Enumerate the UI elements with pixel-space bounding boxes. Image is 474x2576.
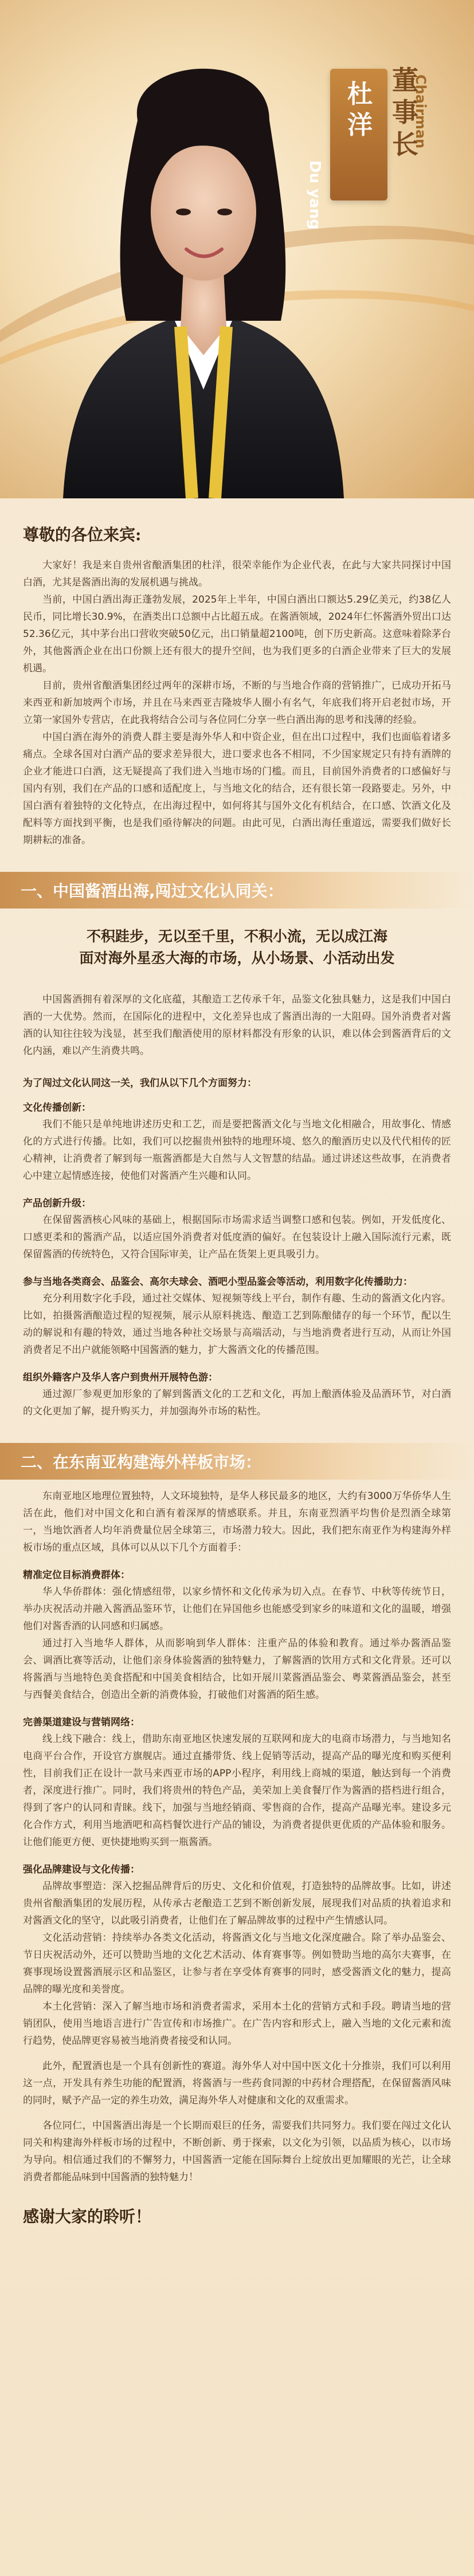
intro-paragraph: 目前，贵州省酿酒集团经过两年的深耕市场，不断的与当地合作商的营销推广，已成功开拓马来西亚和新加坡两个市场，并且在马来西亚吉隆坡华人圈小有名气，年底我们将开启老挝市场，开立第一家国外专营店，在此我将结合公司与各位同仁分享一些白酒出海的思考和浅薄的经验。 — [23, 680, 451, 726]
slogan-line: 面对海外星丞大海的市场，从小场景、小活动出发 — [79, 950, 395, 966]
section-2-heading — [0, 1443, 474, 1480]
section-1-title: 一、中国酱酒出海,闯过文化认同关： — [21, 882, 284, 900]
item-heading: 完善渠道建设与营销网络： — [23, 1717, 140, 1728]
closing-paragraph: 各位同仁，中国酱酒出海是一个长期而艰巨的任务，需要我们共同努力。我们要在闯过文化认同关和构建海外样板市场的过程中，不断创新、勇于探索，以文化为引领，以品质为核心，以市场为导向。相信通过我们的不懈努力，中国酱酒一定能在国际舞台上绽放出更加耀眼的光芒，让全球消费者都能品味到中国酱酒的独特魅力！ — [23, 2120, 451, 2183]
thanks-line: 感谢大家的聆听！ — [23, 2207, 152, 2226]
section-2-paragraph: 东南亚地区地理位置独特，人文环境独特，是华人移民最多的地区，大约有3000万华侨华人生活在此，他们对中国文化和白酒有着深厚的情感联系。并且，东南亚烈酒平均售价是烈酒全球第一，当地饮酒者人均年消费量位居全球第三，市场潜力较大。因此，我们把东南亚作为构建海外样板市场的重点区域，具体可以从以下几个方面着手： — [23, 1490, 451, 1554]
name-english: Du yang — [306, 160, 323, 230]
title-english: Chairman — [413, 74, 429, 149]
section-2-title: 二、在东南亚构建海外样板市场： — [21, 1453, 262, 1472]
item-text: 充分利用数字化手段，通过社交媒体、短视频等线上平台，制作有趣、生动的酱酒文化内容。比如，拍摄酱酒酿造过程的短视频，展示从原料挑选、酿造工艺到陈酿储存的每一个环节，配以生动的解说和有趣的特效，通过当地各种社交场景与高端活动，与当地消费者进行互动，从而让外国消费者足不出户就能领略中国酱酒的魅力，扩大酱酒文化的传播范围。 — [23, 1293, 451, 1356]
slogan-line: 不积跬步，无以至千里，不积小流，无以成江海 — [86, 928, 387, 945]
section-1-question: 为了闯过文化认同这一关，我们从以下几个方面努力： — [23, 1077, 257, 1089]
item-text: 通过打入当地华人群体，从而影响到华人群体：注重产品的体验和教育。通过举办酱酒品鉴会、调酒比赛等活动，让他们亲身体验酱酒的独特魅力，了解酱酒的饮用方式和文化背景。还可以将酱酒与当地特色美食搭配和中国美食相结合，比如开展川菜酱酒品鉴会、粤菜酱酒品鉴会，甚至与西餐美食结合，创造出全新的消费体验，打破他们对酱酒的陌生感。 — [23, 1638, 451, 1701]
item-heading: 参与当地各类商会、品鉴会、高尔夫球会、酒吧小型品鉴会等活动，利用数字化传播助力： — [23, 1276, 413, 1288]
intro-paragraph: 中国白酒在海外的消费人群主要是海外华人和中资企业，但在出口过程中，我们也面临着诸多痛点。全球各国对白酒产品的要求差异很大，进口要求也各不相同，不少国家规定只有持有酒牌的企业才能进口白酒，这无疑提高了我们进入当地市场的门槛。而且，目前国外消费者的口感偏好与国内有别，我们在产品的口感和适配度上，与当地文化的结合，还有很长第一段路要走。另外，中国白酒有着独特的文化特点，在出海过程中，如何将其与国外文化有机结合，在口感、饮酒文化及配料等方面找到平衡，也是我们亟待解决的问题。由此可见，白酒出海任重道远，需要我们做好长期耕耘的准备。 — [23, 731, 451, 846]
item-text: 品牌故事塑造：深入挖掘品牌背后的历史、文化和价值观，打造独特的品牌故事。比如，讲述贵州省酿酒集团的发展历程，从传承古老酿造工艺到不断创新发展，展现我们对品质的执着追求和对酱酒文化的坚守，以此吸引消费者，让他们在了解品牌故事的过程中产生情感认同。 — [23, 1881, 451, 1926]
closing-paragraph: 此外，配置酒也是一个具有创新性的赛道。海外华人对中国中医文化十分推崇，我们可以利用这一点，开发具有养生功能的配置酒，将酱酒与一些药食同源的中药材合理搭配，在保留酱酒风味的同时，赋予产品一定的养生功效，满足海外华人对健康和文化的双重需求。 — [23, 2060, 451, 2106]
nameplate — [306, 65, 439, 230]
item-heading: 组织外籍客户及华人客户到贵州开展特色游： — [23, 1372, 218, 1383]
item-text: 通过源厂参观更加形象的了解到酱酒文化的工艺和文化，再加上酿酒体验及品酒环节，对白酒的文化更加了解，提升购买力，并加强海外市场的粘性。 — [23, 1389, 451, 1417]
greeting: 尊敬的各位来宾: — [23, 525, 142, 544]
item-heading: 精准定位目标消费群体： — [23, 1570, 130, 1581]
item-text: 本土化营销：深入了解当地市场和消费者需求，采用本土化的营销方式和手段。聘请当地的营销团队，使用当地语言进行广告宣传和市场推广。在广告内容和形式上，融入当地的文化元素和流行趋势，使品牌更容易被当地消费者接受和认同。 — [23, 2001, 451, 2047]
item-text: 线上线下融合：线上，借助东南亚地区快速发展的互联网和庞大的电商市场潜力，与当地知名电商平台合作，开设官方旗舰店。通过直播带货、线上促销等活动，提高产品的曝光度和购买便利性，目前我们正在设计一款马来西亚市场的APP小程序，利用线上商城的渠道，触达到每一个消费者，深度进行推广。同时，我们将贵州的特色产品，美荣加上美食餐厅作为酱酒的搭档进行组合，得到了客户的认同和青睐。线下，加强与当地经销商、零售商的合作，提高产品曝光率。建设多元化合作方式，利用当地酒吧和高档餐饮进行产品的铺设，为消费者提供更优质的产品体验和服务。让他们能更方便、更快捷地购买到一瓶酱酒。 — [23, 1733, 451, 1848]
section-1-paragraph: 中国酱酒拥有着深厚的文化底蕴，其酿造工艺传承千年，品鉴文化独具魅力，这是我们中国白酒的一大优势。然而，在国际化的进程中，文化差异也成了酱酒出海的一大阻碍。国外消费者对酱酒的认知往往较为浅显，甚至我们酿酒使用的原材料都没有形象的认识，难以体会到酱酒背后的文化内涵，难以产生消费共鸣。 — [23, 994, 451, 1057]
item-text: 在保留酱酒核心风味的基础上，根据国际市场需求适当调整口感和包装。例如，开发低度化、口感更柔和的酱酒产品，以适应国外消费者对低度酒的偏好。在包装设计上融入国际流行元素，既保留酱酒的传统特色，又符合国际审美，让产品在货架上更具吸引力。 — [23, 1214, 451, 1260]
item-text: 文化活动营销：持续举办各类文化活动，将酱酒文化与当地文化深度融合。除了举办品鉴会、节日庆祝活动外，还可以赞助当地的文化艺术活动、体育赛事等。例如赞助当地的高尔夫赛事，在赛事现场设置酱酒展示区和品鉴区，让参与者在享受体育赛事的同时，感受酱酒文化的魅力，提高品牌的曝光度和美誉度。 — [23, 1932, 451, 1995]
title-chinese: 董事长 — [392, 65, 418, 160]
item-text: 我们不能只是单纯地讲述历史和工艺，而是要把酱酒文化与当地文化相融合，用故事化、情感化的方式进行传播。比如，我们可以挖掘贵州独特的地理环境、悠久的酿酒历史以及代代相传的匠心精神，让消费者了解到每一瓶酱酒都是大自然与人文智慧的结晶。通过讲述这些故事，在消费者心中建立起情感连接，使他们对酱酒产生兴趣和认同。 — [23, 1119, 451, 1182]
item-heading: 产品创新升级： — [23, 1198, 91, 1209]
item-heading: 文化传播创新： — [23, 1102, 91, 1114]
intro-paragraph: 当前，中国白酒出海正蓬勃发展，2025年上半年，中国白酒出口额达5.29亿美元，约38亿人民币，同比增长30.9%，在酒类出口总额中占比超五成。在酱酒领域，2024年仁怀酱酒外贸出口达52.36亿元，其中茅台出口营收突破50亿元，出口销量超2100吨，创下历史新高。这意味着除茅台外，其他酱酒企业在出口份额上还有很大的提升空间，也为我们更多的白酒企业带来了巨大的发展机遇。 — [23, 594, 451, 674]
item-text: 华人华侨群体：强化情感纽带，以家乡情怀和文化传承为切入点。在春节、中秋等传统节日，举办庆祝活动并融入酱酒品鉴环节，让他们在异国他乡也能感受到家乡的味道和文化的温暖，增强他们对酱香酒的认同感和归属感。 — [23, 1586, 451, 1632]
item-heading: 强化品牌建设与文化传播： — [23, 1864, 140, 1875]
section-1-heading — [0, 872, 474, 909]
intro-paragraph: 大家好！我是来自贵州省酿酒集团的杜洋，很荣幸能作为企业代表，在此与大家共同探讨中国白酒，尤其是酱酒出海的发展机遇与挑战。 — [23, 560, 451, 588]
chairman-portrait — [52, 23, 350, 498]
name-chinese: 杜洋 — [347, 80, 373, 140]
name-badge — [306, 69, 387, 230]
section-1-slogan — [23, 926, 451, 969]
header-banner — [0, 0, 474, 498]
speech-content — [0, 498, 474, 2245]
